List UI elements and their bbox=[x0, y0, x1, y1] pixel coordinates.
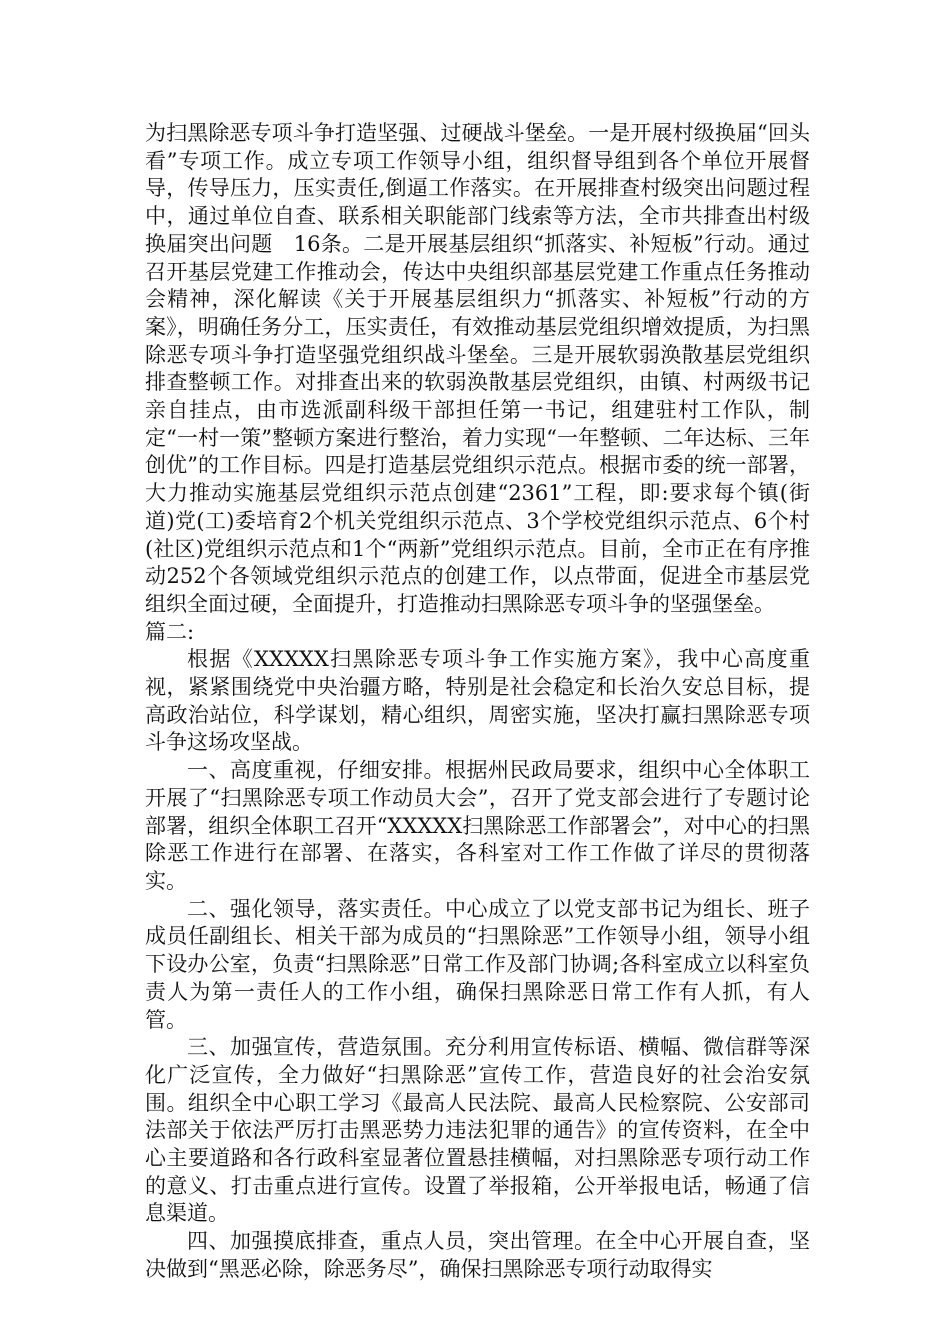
paragraph-point-three: 三、加强宣传，营造氛围。充分利用宣传标语、横幅、微信群等深化广泛宣传，全力做好“扫黑除恶”宣传工作，营造良好的社会治安氛围。组织全中心职工学习《最高人民法院、最高人民检察院、公安部司法部关于依法严厉打击黑恶势力违法犯罪的通告》的宣传资料，在全中心主要道路和各行政科室显著位置悬挂横幅，对扫黑除恶专项行动工作的意义、打击重点进行宣传。设置了举报箱，公开举报电话，畅通了信息渠道。 bbox=[145, 1035, 810, 1226]
document-body bbox=[145, 120, 810, 1284]
paragraph-intro: 根据《XXXXX扫黑除恶专项斗争工作实施方案》，我中心高度重视，紧紧围绕党中央治疆方略，特别是社会稳定和长治久安总目标，提高政治站位，科学谋划，精心组织，周密实施，坚决打赢扫黑除恶专项斗争这场攻坚战。 bbox=[145, 647, 810, 755]
section-heading-part-two: 篇二: bbox=[145, 619, 195, 644]
paragraph-point-one: 一、高度重视，仔细安排。根据州民政局要求，组织中心全体职工开展了“扫黑除恶专项工作动员大会”，召开了党支部会进行了专题讨论部署，组织全体职工召开“XXXXX扫黑除恶工作部署会”，对中心的扫黑除恶工作进行在部署、在落实，各科室对工作工作做了详尽的贯彻落实。 bbox=[145, 758, 810, 893]
paragraph-point-four: 四、加强摸底排查，重点人员，突出管理。在全中心开展自查，坚决做到“黑恶必除，除恶务尽”，确保扫黑除恶专项行动取得实 bbox=[145, 1229, 810, 1281]
paragraph-continued-part-one: 为扫黑除恶专项斗争打造坚强、过硬战斗堡垒。一是开展村级换届“回头看”专项工作。成立专项工作领导小组，组织督导组到各个单位开展督导，传导压力，压实责任,倒逼工作落实。在开展排查村级突出问题过程中，通过单位自查、联系相关职能部门线索等方法，全市共排查出村级换届突出问题 16条。二是开展基层组织“抓落实、补短板”行动。通过召开基层党建工作推动会，传达中央组织部基层党建工作重点任务推动会精神，深化解读《关于开展基层组织力“抓落实、补短板”行动的方案》，明确任务分工，压实责任，有效推动基层党组织增效提质，为扫黑除恶专项斗争打造坚强党组织战斗堡垒。三是开展软弱涣散基层党组织排查整顿工作。对排查出来的软弱涣散基层党组织，由镇、村两级书记亲自挂点，由市选派副科级干部担任第一书记，组建驻村工作队，制定“一村一策”整顿方案进行整治，着力实现“一年整顿、二年达标、三年创优”的工作目标。四是打造基层党组织示范点。根据市委的统一部署，大力推动实施基层党组织示范点创建“2361”工程，即:要求每个镇(街道)党(工)委培育2个机关党组织示范点、3个学校党组织示范点、6个村(社区)党组织示范点和1个“两新”党组织示范点。目前，全市正在有序推动252个各领域党组织示范点的创建工作，以点带面，促进全市基层党组织全面过硬，全面提升，打造推动扫黑除恶专项斗争的坚强堡垒。 bbox=[145, 121, 810, 616]
paragraph-point-two: 二、强化领导，落实责任。中心成立了以党支部书记为组长、班子成员任副组长、相关干部为成员的“扫黑除恶”工作领导小组，领导小组下设办公室，负责“扫黑除恶”日常工作及部门协调;各科室成立以科室负责人为第一责任人的工作小组，确保扫黑除恶日常工作有人抓，有人管。 bbox=[145, 896, 810, 1032]
